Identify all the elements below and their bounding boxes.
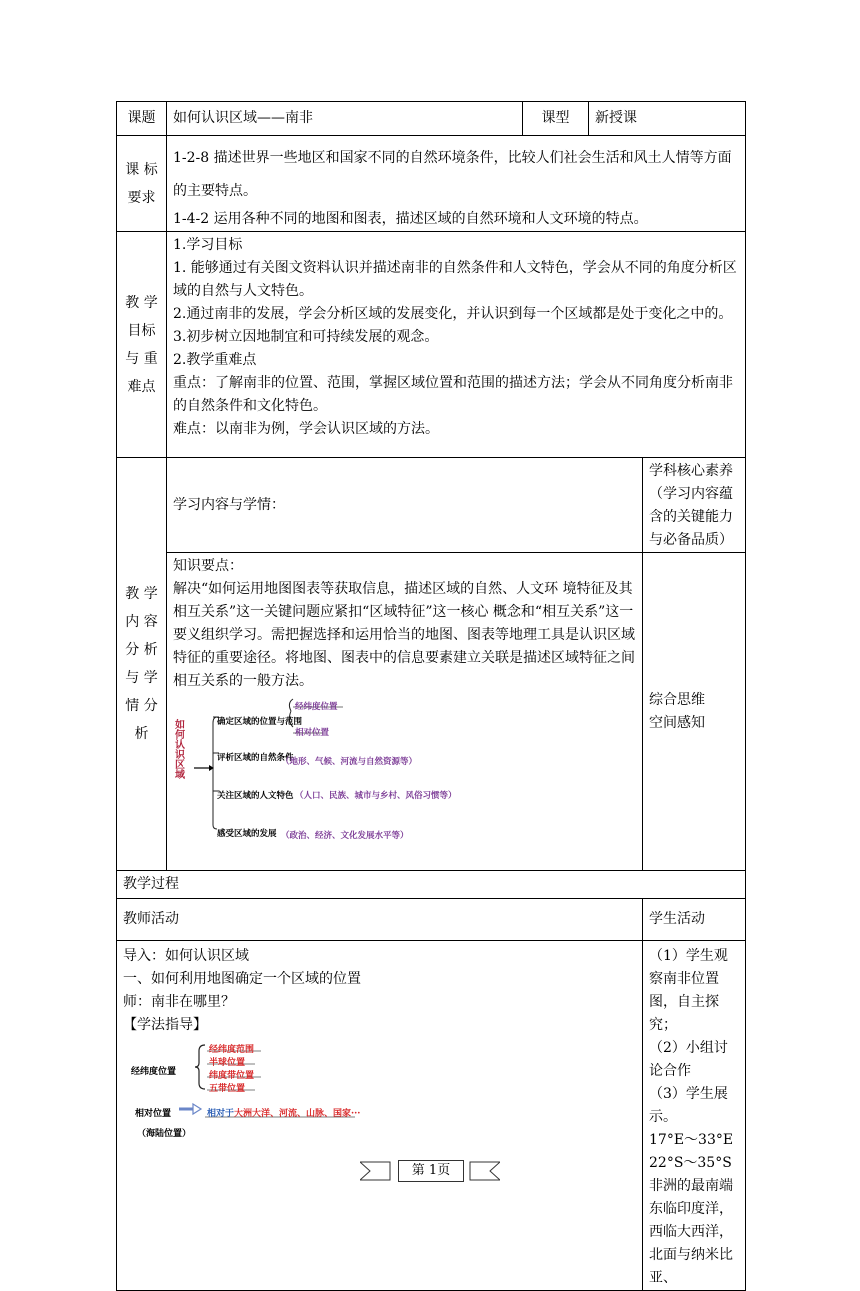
guide-sea-land-label: （海陆位置） [137, 1129, 192, 1139]
objective-line: 2.通过南非的发展，学会分析区域的发展变化，并认识到每一个区域都是处于变化之中的。 [173, 306, 733, 322]
standards-content [167, 136, 746, 232]
objective-line: 3.初步树立因地制宜和可持续发展的观念。 [173, 329, 439, 345]
guide-relative-text [207, 1103, 360, 1126]
process-title: 教学过程 [117, 871, 746, 899]
student-header: 学生活动 [643, 899, 746, 941]
student-line: 东临印度洋，西临大西洋，北面与纳米比亚、 [649, 1201, 733, 1286]
student-line: 非洲的最南端 [649, 1178, 733, 1194]
knowledge-cell [167, 553, 643, 871]
core-values [643, 553, 746, 871]
objective-line: 重点：了解南非的位置、范围，掌握区域位置和范围的描述方法；学会从不同角度分析南非的自然条件和文化特色。 [173, 375, 733, 414]
guide-item: 经纬度范围 [209, 1045, 255, 1055]
page-footer [360, 1158, 500, 1184]
teacher-activity [117, 941, 643, 1291]
analysis-label: 教 学 内 容 分 析 与 学 情 分 析 [117, 458, 167, 871]
objective-line: 2.教学重难点 [173, 352, 257, 368]
page-number: 第 1页 [398, 1160, 464, 1182]
topic-value: 如何认识区域——南非 [167, 102, 523, 136]
study-guide-diagram [123, 1037, 636, 1137]
objectives-label: 教 学 目标 与 重 难点 [117, 232, 167, 458]
diagram-relative: 相对位置 [295, 728, 330, 738]
type-label: 课型 [523, 102, 589, 136]
diagram-branch-location: 确定区域的位置与范围 [217, 717, 303, 727]
standard-line: 1-2-8 描述世界一些地区和国家不同的自然环境条件，比较人们社会生活和风土人情等方面的主要特点。 [173, 150, 732, 199]
teacher-line: 【学法指导】 [123, 1017, 207, 1033]
topic-label: 课题 [117, 102, 167, 136]
guide-relative-label: 相对位置 [135, 1109, 172, 1119]
standards-label: 课 标 要求 [117, 136, 167, 232]
student-line: 22°S～35°S [649, 1155, 732, 1171]
knowledge-diagram [173, 693, 636, 841]
guide-item: 五带位置 [209, 1084, 246, 1094]
teacher-line: 导入：如何认识区域 [123, 948, 249, 964]
student-line: （3）学生展示。 [649, 1086, 728, 1125]
objective-line: 1.学习目标 [173, 237, 243, 253]
student-line: （2）小组讨论合作 [649, 1040, 728, 1079]
knowledge-title: 知识要点： [173, 558, 243, 574]
guide-relative-prefix: 相对于 [207, 1109, 235, 1119]
teacher-line: 师：南非在哪里？ [123, 994, 235, 1010]
teacher-header: 教师活动 [117, 899, 643, 941]
guide-item: 半球位置 [209, 1058, 246, 1068]
objective-line: 1. 能够通过有关图文资料认识并描述南非的自然条件和人文特色，学会从不同的角度分析区域的自然与人文特色。 [173, 260, 737, 299]
objectives-content [167, 232, 746, 458]
diagram-latlon: 经纬度位置 [295, 702, 338, 712]
diagram-natural-detail: （地形、气候、河流与自然资源等） [281, 757, 418, 767]
objective-line: 难点：以南非为例，学会认识区域的方法。 [173, 421, 439, 437]
diagram-dev-detail: （政治、经济、文化发展水平等） [281, 831, 409, 841]
diagram-branch-human: 关注区域的人文特色 [217, 791, 294, 801]
diagram-human-detail: （人口、民族、城市与乡村、风俗习惯等） [295, 791, 457, 801]
student-line: （1）学生观察南非位置图，自主探究； [649, 948, 728, 1033]
diagram-root: 如何认识区域 [175, 720, 185, 781]
core-header: 学科核心素养 （学习内容蕴含的关键能力与必备品质） [643, 458, 746, 553]
guide-item: 纬度带位置 [209, 1071, 255, 1081]
guide-relative-rest: 大洲大洋、河流、山脉、国家··· [234, 1109, 361, 1119]
content-header: 学习内容与学情： [167, 458, 643, 553]
type-value: 新授课 [589, 102, 746, 136]
student-line: 17°E～33°E [649, 1132, 734, 1148]
student-activity [643, 941, 746, 1291]
core-value: 综合思维 [649, 691, 705, 708]
diagram-branch-dev: 感受区域的发展 [217, 829, 277, 839]
core-value: 空间感知 [649, 714, 705, 731]
guide-latlon-label: 经纬度位置 [131, 1067, 177, 1077]
teacher-line: 一、如何利用地图确定一个区域的位置 [123, 971, 361, 987]
knowledge-text: 解决“如何运用地图图表等获取信息，描述区域的自然、人文环 境特征及其相互关系”这一关键问题应紧扣“区域特征”这一核心 概念和“相互关系”这一要义组织学习。需把握选择和运用恰当的地图、图表等地理工具是认识区域特征的重要途径。将地图、图表中的信息要素建立关联是描述区域特征之间相互关系的一般方法。 [173, 581, 635, 689]
lesson-plan-table [116, 101, 746, 1291]
diagram-branch-natural: 评析区域的自然条件 [217, 753, 294, 763]
standard-line: 1-4-2 运用各种不同的地图和图表，描述区域的自然环境和人文环境的特点。 [173, 211, 648, 227]
